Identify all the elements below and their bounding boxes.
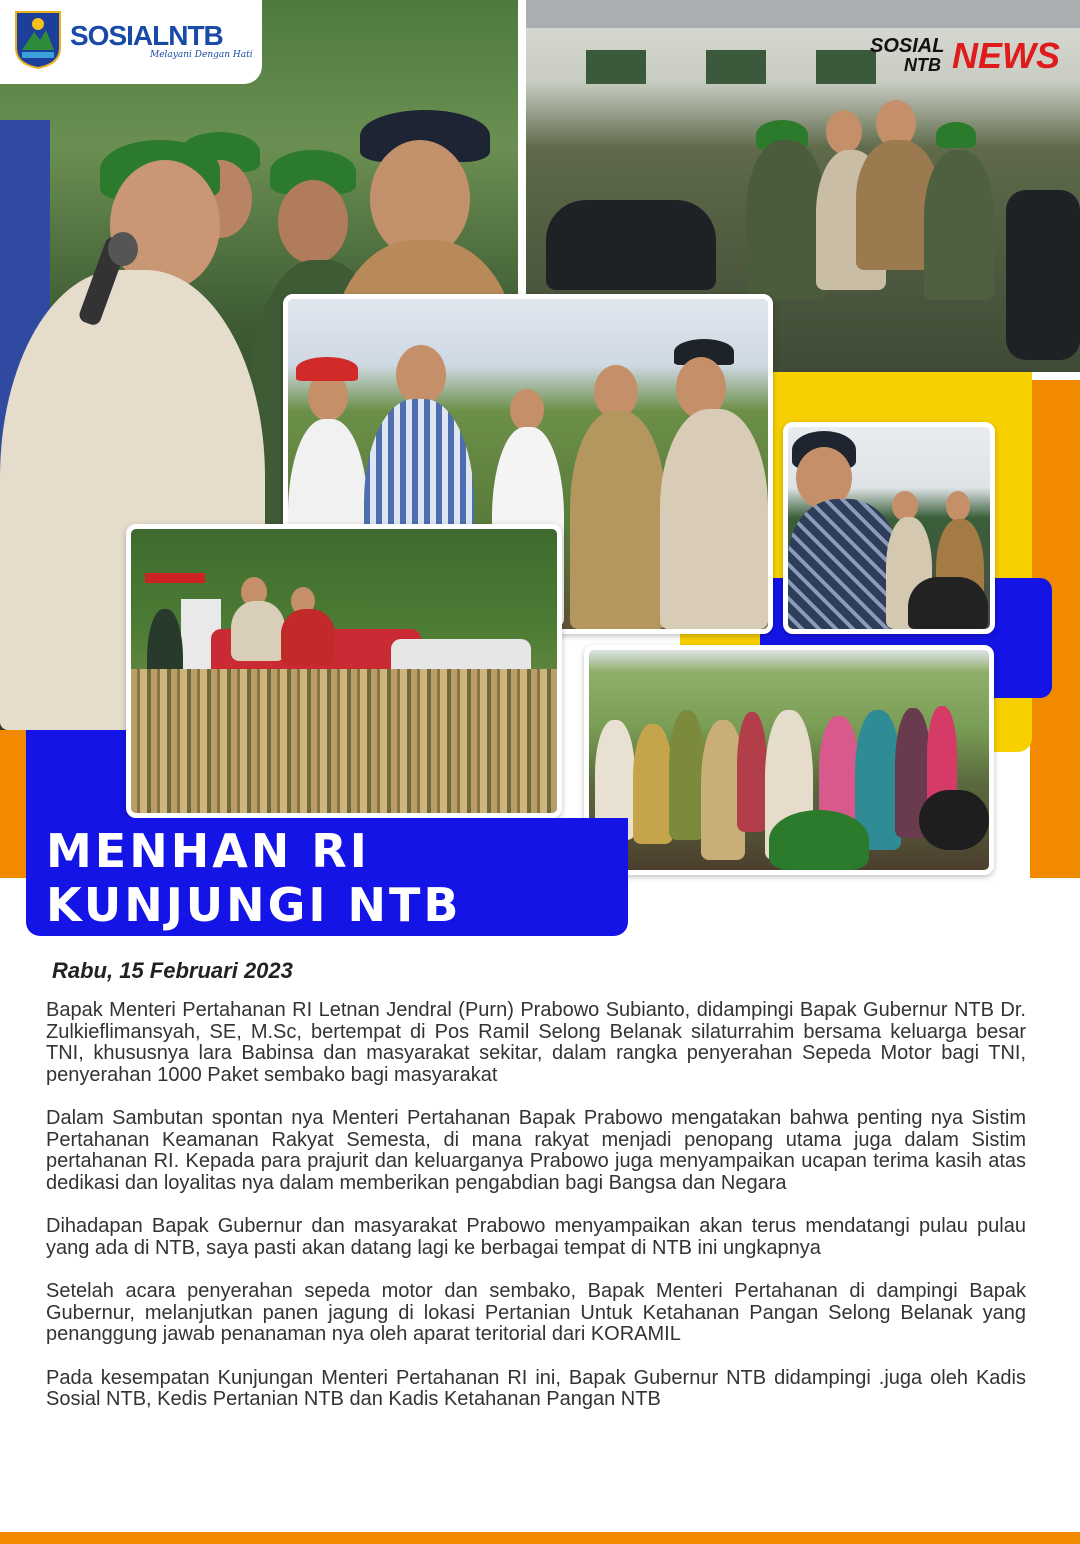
brand-logo-text: SOSIALNTB — [70, 20, 223, 51]
news-logo-news: NEWS — [952, 35, 1060, 76]
photo-villagers — [584, 645, 994, 875]
article-body — [46, 1000, 1026, 1433]
footer-bar — [0, 1532, 1080, 1544]
photo-corn-harvester — [126, 524, 562, 818]
title-line-1: MENHAN RI — [46, 824, 370, 878]
title-line-2: KUNJUNGI NTB — [46, 878, 462, 932]
article-paragraph-5: Pada kesempatan Kunjungan Menteri Pertahanan RI ini, Bapak Gubernur NTB didampingi .juga oleh Kadis Sosial NTB, Kedis Pertanian NTB dan Kadis Ketahanan Pangan NTB — [46, 1366, 1026, 1410]
news-logo-sosial: SOSIAL — [870, 35, 945, 57]
sosialntb-news-logo — [870, 35, 1060, 80]
article-paragraph-1: Bapak Menteri Pertahanan RI Letnan Jendral (Purn) Prabowo Subianto, didampingi Bapak Gubernur NTB Dr. Zulkieflimansyah, SE, M.Sc, bertempat di Pos Ramil Selong Belanak silaturrahim bersama keluarga besar TNI, khususnya lara Babinsa dan masyarakat sekitar, dalam rangka penyerahan Sepeda Motor bagi TNI, penyerahan 1000 Paket sembako bagi masyarakat — [46, 999, 1026, 1086]
article-paragraph-3: Dihadapan Bapak Gubernur dan masyarakat Prabowo menyampaikan akan terus mendatangi pulau pulau yang ada di NTB, saya pasti akan datang lagi ke berbagai tempat di NTB ini ungkapnya — [46, 1215, 1026, 1259]
photo-soldiers-group — [783, 422, 995, 634]
news-logo-ntb: NTB — [904, 55, 941, 75]
article-paragraph-4: Setelah acara penyerahan sepeda motor dan sembako, Bapak Menteri Pertahanan di dampingi Bapak Gubernur, melanjutkan panen jagung di lokasi Pertanian Untuk Ketahanan Pangan Selong Belanak yang penanggung jawab penanaman nya oleh aparat teritorial dari KORAMIL — [46, 1280, 1026, 1345]
article-paragraph-2: Dalam Sambutan spontan nya Menteri Pertahanan Bapak Prabowo mengatakan bahwa penting nya Sistim Pertahanan Keamanan Rakyat Semesta, di mana rakyat menjadi penopang utama juga dalam Sistim pertahanan RI. Kepada para prajurit dan keluarganya Prabowo juga menyampaikan ucapan terima kasih atas dedikasi dan loyalitas nya dalam memberikan pengabdian bagi Bangsa dan Negara — [46, 1107, 1026, 1194]
page-title — [46, 824, 616, 932]
ntb-province-emblem-icon — [14, 10, 62, 70]
brand-tagline: Melayani Dengan Hati — [150, 50, 253, 60]
article-date: Rabu, 15 Februari 2023 — [52, 958, 293, 983]
